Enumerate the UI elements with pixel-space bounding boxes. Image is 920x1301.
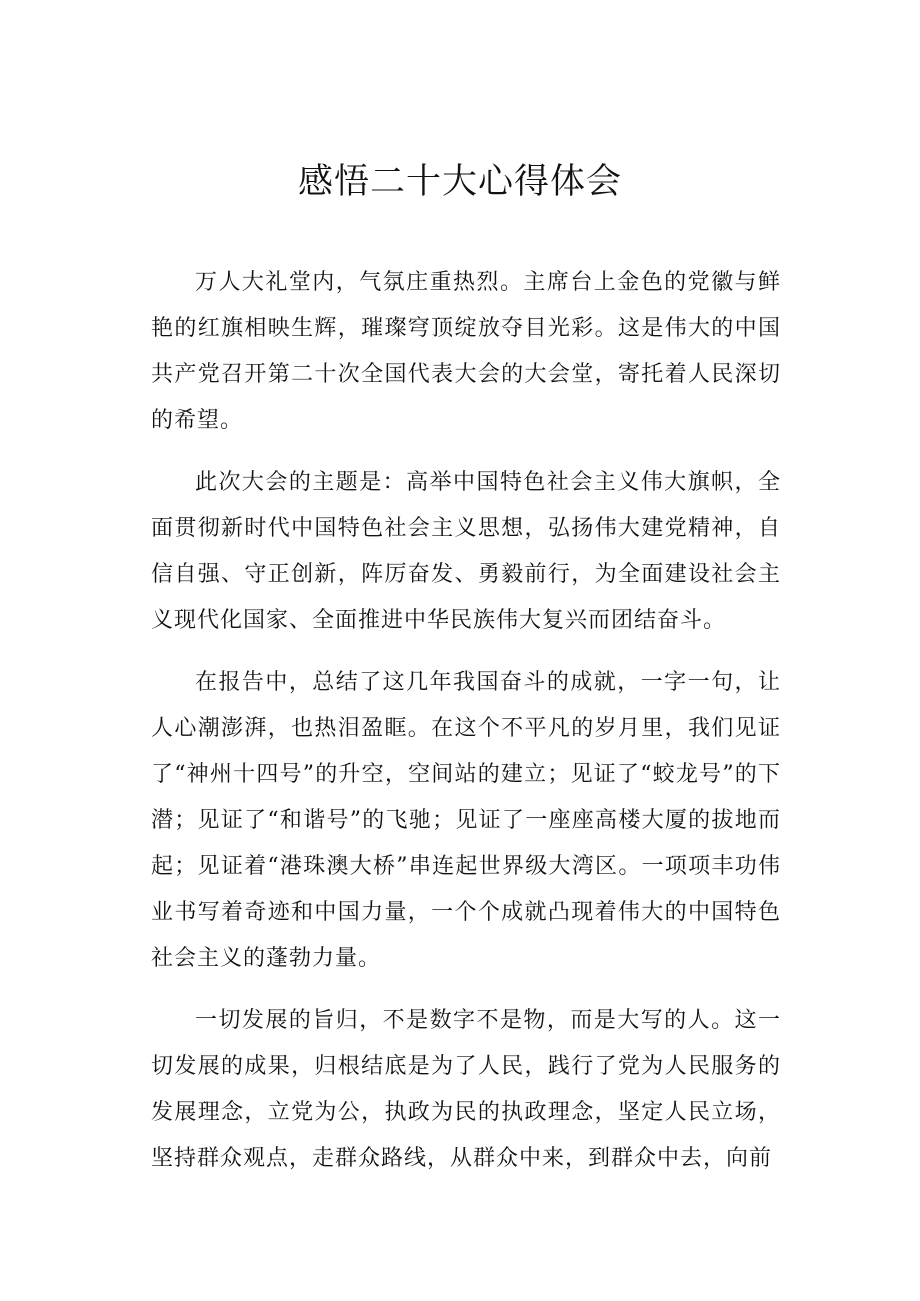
paragraph-1: 万人大礼堂内，气氛庄重热烈。主席台上金色的党徽与鲜艳的红旗相映生辉，璀璨穹顶绽放夺目光彩。这是伟大的中国共产党召开第二十次全国代表大会的大会堂，寄托着人民深切的希望。 xyxy=(151,270,781,433)
document-body xyxy=(151,260,781,1198)
paragraph-4: 一切发展的旨归，不是数字不是物，而是大写的人。这一切发展的成果，归根结底是为了人民，践行了党为人民服务的发展理念，立党为公，执政为民的执政理念，坚定人民立场，坚持群众观点，走群众路线，从群众中来，到群众中去，向前 xyxy=(151,1008,781,1171)
paragraph-3: 在报告中，总结了这几年我国奋斗的成就，一字一句，让人心潮澎湃，也热泪盈眶。在这个不平凡的岁月里，我们见证了“神州十四号”的升空，空间站的建立；见证了“蛟龙号”的下潜；见证了“和谐号”的飞驰；见证了一座座高楼大厦的拔地而起；见证着“港珠澳大桥”串连起世界级大湾区。一项项丰功伟业书写着奇迹和中国力量，一个个成就凸现着伟大的中国特色社会主义的蓬勃力量。 xyxy=(151,670,781,971)
paragraph-2: 此次大会的主题是：高举中国特色社会主义伟大旗帜，全面贯彻新时代中国特色社会主义思想，弘扬伟大建党精神，自信自强、守正创新，阵厉奋发、勇毅前行，为全面建设社会主义现代化国家、全面推进中华民族伟大复兴而团结奋斗。 xyxy=(151,470,781,633)
document-title: 感悟二十大心得体会 xyxy=(297,162,622,202)
